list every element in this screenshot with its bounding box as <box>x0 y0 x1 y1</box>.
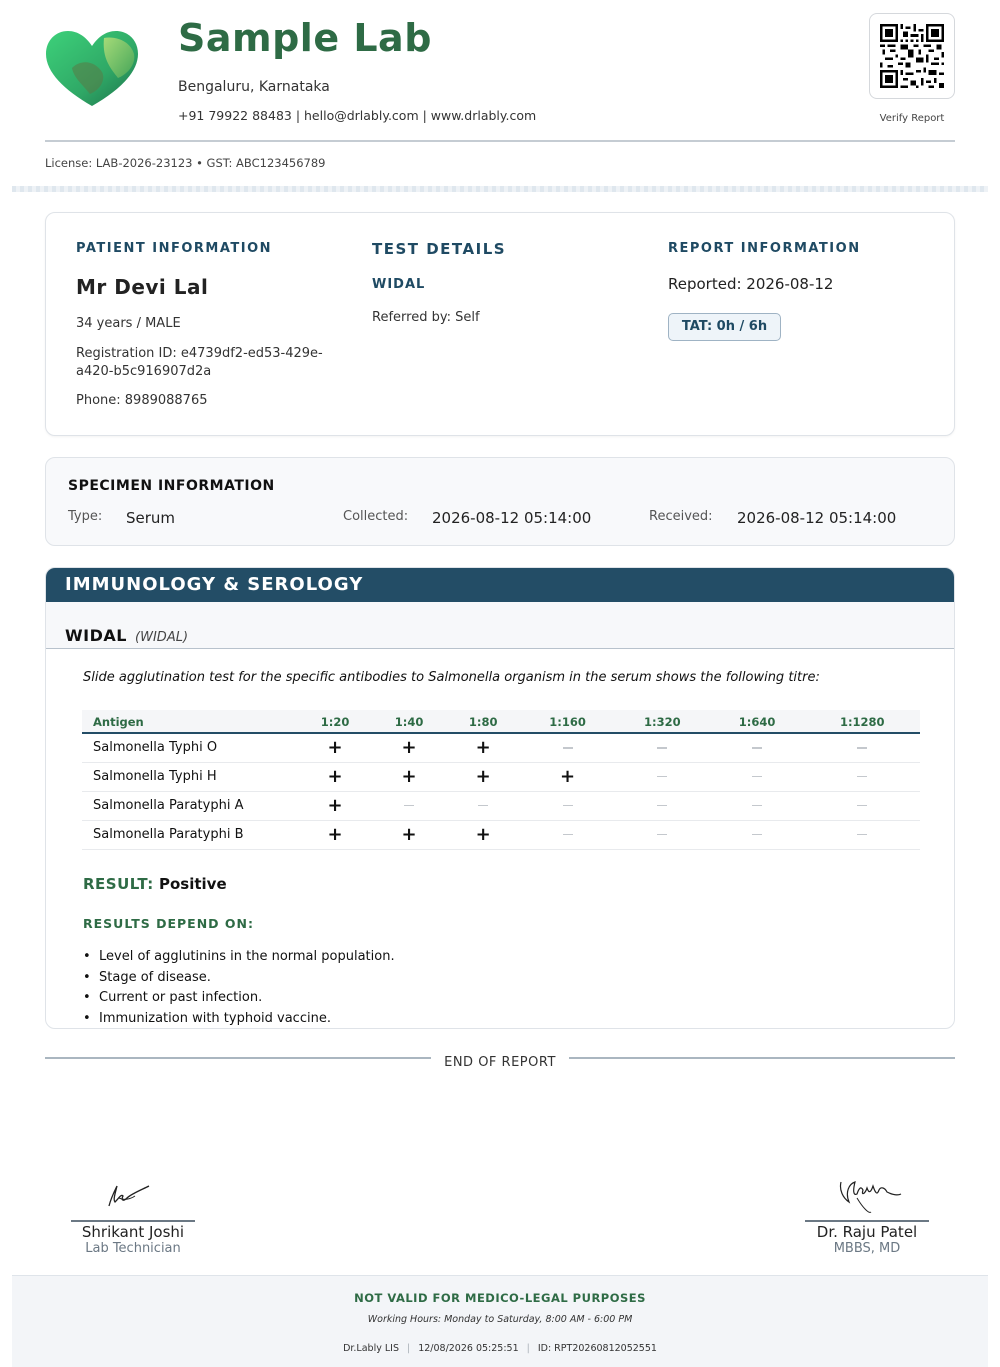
verify-qr-code[interactable] <box>869 13 955 99</box>
titre-result <box>520 820 615 849</box>
tat-badge: TAT: 0h / 6h <box>668 313 781 341</box>
test-code: WIDAL <box>372 277 426 292</box>
titre-result <box>372 791 446 820</box>
titre-result <box>446 791 520 820</box>
footer-meta <box>12 1343 988 1354</box>
negative-mark <box>657 776 667 778</box>
registration-id-cont: a420-b5c916907d2a <box>76 364 212 379</box>
legal-disclaimer: NOT VALID FOR MEDICO-LEGAL PURPOSES <box>354 1291 646 1305</box>
titre-result <box>710 791 805 820</box>
titre-result <box>710 820 805 849</box>
separator: | <box>406 1343 411 1354</box>
table-body <box>82 733 920 849</box>
titre-result <box>372 820 446 849</box>
list-item <box>83 947 395 968</box>
signature-line <box>805 1220 929 1222</box>
received-value: 2026-08-12 05:14:00 <box>737 509 897 527</box>
positive-mark: + <box>560 766 576 787</box>
list-item <box>83 1009 395 1029</box>
report-info-title: REPORT INFORMATION <box>668 241 861 256</box>
negative-mark <box>563 834 573 836</box>
lab-logo <box>44 28 140 108</box>
lab-address: Bengaluru, Karnataka <box>178 79 330 95</box>
antigen-name: Salmonella Paratyphi A <box>82 791 298 820</box>
antigen-name: Salmonella Paratyphi B <box>82 820 298 849</box>
department-title: IMMUNOLOGY & SEROLOGY <box>65 574 364 595</box>
titre-result <box>372 733 446 762</box>
separator: | <box>526 1343 530 1354</box>
negative-mark <box>752 747 762 749</box>
verify-report-label: Verify Report <box>879 113 945 124</box>
specimen-card <box>45 457 955 546</box>
reported-date: Reported: 2026-08-12 <box>668 275 834 293</box>
titre-result <box>804 733 920 762</box>
negative-mark <box>752 776 762 778</box>
titre-result <box>615 820 710 849</box>
titre-result <box>298 733 372 762</box>
titre-header: 1:80 <box>446 710 520 733</box>
positive-mark: + <box>327 824 343 845</box>
positive-mark: + <box>327 737 343 759</box>
received-label: Received: <box>649 509 713 524</box>
titre-result <box>520 762 615 791</box>
negative-mark <box>657 834 667 836</box>
negative-mark <box>752 834 762 836</box>
titre-result <box>372 762 446 791</box>
antigen-name: Salmonella Typhi H <box>82 762 298 791</box>
negative-mark <box>752 805 762 807</box>
antigen-name: Salmonella Typhi O <box>82 733 298 762</box>
positive-mark: + <box>475 766 491 787</box>
negative-mark <box>657 747 667 749</box>
technician-role: Lab Technician <box>85 1240 181 1256</box>
test-name-text: WIDAL <box>65 626 127 645</box>
titre-result <box>710 733 805 762</box>
bullet-icon: • <box>83 969 91 985</box>
header-divider <box>45 140 955 142</box>
depends-title: RESULTS DEPEND ON: <box>83 916 254 931</box>
doctor-qualification: MBBS, MD <box>833 1240 901 1256</box>
bullet-icon: • <box>83 990 91 1006</box>
technician-name: Shrikant Joshi <box>81 1222 185 1241</box>
positive-mark: + <box>327 766 343 787</box>
end-of-report: END OF REPORT <box>444 1055 556 1070</box>
titre-result <box>520 733 615 762</box>
negative-mark <box>563 805 573 807</box>
list-item <box>83 968 395 989</box>
list-item-text: Level of agglutinins in the normal population. <box>99 949 395 964</box>
working-hours: Working Hours: Monday to Saturday, 8:00 AM - 6:00 PM <box>367 1314 633 1325</box>
list-item-text: Current or past infection. <box>99 990 263 1006</box>
patient-phone: Phone: 8989088765 <box>76 393 208 408</box>
list-item-text: Stage of disease. <box>99 969 211 985</box>
table-row <box>82 791 920 820</box>
titre-result <box>298 820 372 849</box>
decorative-band <box>12 186 988 192</box>
bullet-icon: • <box>83 1011 91 1027</box>
test-header <box>46 602 954 649</box>
negative-mark <box>404 805 414 807</box>
table-header-row <box>82 710 920 733</box>
negative-mark <box>563 747 573 749</box>
list-item-text: Immunization with typhoid vaccine. <box>99 1011 331 1027</box>
result-label: RESULT: <box>83 875 154 893</box>
patient-info-title: PATIENT INFORMATION <box>76 241 273 256</box>
test-intro: Slide agglutination test for the specific antibodies to Salmonella organism in the serum shows the following titre: <box>83 670 820 685</box>
positive-mark: + <box>475 824 491 845</box>
positive-mark: + <box>401 737 417 759</box>
negative-mark <box>857 834 867 836</box>
titre-result <box>298 762 372 791</box>
registration-id: Registration ID: e4739df2-ed53-429e- <box>76 346 323 361</box>
specimen-type-label: Type: <box>68 509 103 524</box>
info-card <box>45 212 955 436</box>
print-timestamp: 12/08/2026 05:25:51 <box>418 1343 519 1354</box>
titre-result <box>710 762 805 791</box>
negative-mark <box>857 776 867 778</box>
doctor-signature <box>805 1168 929 1218</box>
widal-table <box>82 710 920 850</box>
negative-mark <box>857 747 867 749</box>
titre-result <box>804 762 920 791</box>
result-value: Positive <box>159 875 227 893</box>
report-header <box>0 0 1000 190</box>
positive-mark: + <box>401 766 417 787</box>
titre-result <box>446 733 520 762</box>
titre-result <box>615 733 710 762</box>
titre-result <box>615 791 710 820</box>
signature-line <box>71 1220 195 1222</box>
test-name-code: (WIDAL) <box>135 630 189 645</box>
titre-header: 1:1280 <box>804 710 920 733</box>
positive-mark: + <box>475 737 491 759</box>
end-rule-left <box>45 1057 431 1059</box>
negative-mark <box>857 805 867 807</box>
result-line <box>83 875 227 893</box>
bullet-icon: • <box>83 949 91 964</box>
titre-header: 1:40 <box>372 710 446 733</box>
specimen-type-value: Serum <box>126 509 176 527</box>
positive-mark: + <box>401 824 417 845</box>
qr-code-icon <box>880 24 944 88</box>
end-rule-right <box>569 1057 955 1059</box>
test-details-title: TEST DETAILS <box>372 240 507 258</box>
referred-by: Referred by: Self <box>372 310 480 325</box>
table-row <box>82 762 920 791</box>
lab-contact: +91 79922 88483 | hello@drlably.com | www.drlably.com <box>178 108 537 123</box>
positive-mark: + <box>327 795 343 816</box>
titre-result <box>446 762 520 791</box>
titre-result <box>804 791 920 820</box>
list-item <box>83 988 395 1009</box>
test-name <box>65 626 188 645</box>
titre-header: 1:640 <box>710 710 805 733</box>
titre-header: 1:160 <box>520 710 615 733</box>
titre-header: 1:20 <box>298 710 372 733</box>
system-name: Dr.Lably LIS <box>343 1343 399 1354</box>
titre-result <box>804 820 920 849</box>
doctor-signature-block <box>805 1168 929 1256</box>
collected-label: Collected: <box>343 509 409 524</box>
patient-age-sex: 34 years / MALE <box>76 316 181 331</box>
license-line: License: LAB-2026-23123 • GST: ABC123456789 <box>45 156 326 170</box>
technician-signature-block <box>71 1168 195 1256</box>
department-section <box>45 567 955 1029</box>
department-header <box>46 568 954 602</box>
titre-result <box>298 791 372 820</box>
titre-result <box>615 762 710 791</box>
table-row <box>82 820 920 849</box>
collected-value: 2026-08-12 05:14:00 <box>432 509 592 527</box>
table-row <box>82 733 920 762</box>
doctor-name: Dr. Raju Patel <box>816 1222 918 1241</box>
negative-mark <box>657 805 667 807</box>
titre-result <box>520 791 615 820</box>
titre-result <box>446 820 520 849</box>
report-footer <box>12 1275 988 1367</box>
specimen-title: SPECIMEN INFORMATION <box>68 478 275 494</box>
antigen-header: Antigen <box>82 710 298 733</box>
patient-name: Mr Devi Lal <box>76 275 209 299</box>
lab-name: Sample Lab <box>178 16 432 60</box>
technician-signature <box>71 1168 195 1218</box>
depends-list <box>83 947 395 1029</box>
negative-mark <box>478 805 488 807</box>
report-id: ID: RPT20260812052551 <box>537 1343 657 1354</box>
titre-header: 1:320 <box>615 710 710 733</box>
